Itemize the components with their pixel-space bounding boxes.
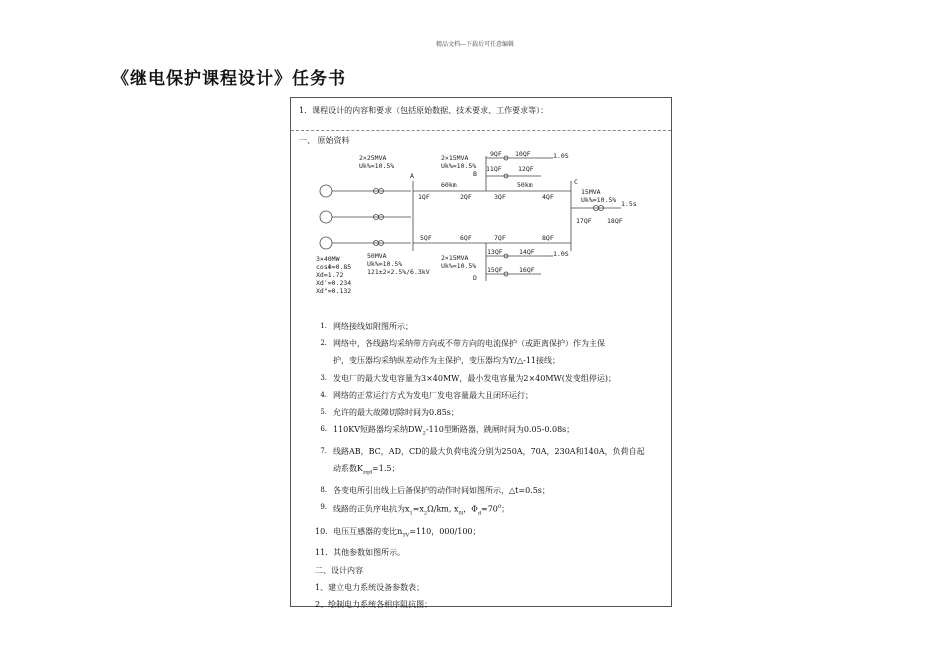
svg-text:14QF: 14QF [519,248,535,256]
svg-text:Xd=1.72: Xd=1.72 [316,271,344,279]
svg-text:Uk%=10.5%: Uk%=10.5% [367,260,403,268]
svg-text:50MVA: 50MVA [367,252,387,260]
svg-text:2×25MVA: 2×25MVA [359,154,387,162]
svg-text:cosΦ=0.85: cosΦ=0.85 [316,263,352,271]
svg-text:5QF: 5QF [420,234,432,242]
svg-text:7QF: 7QF [494,234,506,242]
list-item: 10．电压互感器的变比$n_{TV}=110$，000/100； [315,526,481,539]
list-item: 1. 网络接线如附图所示； [320,322,413,331]
diagram-labels [316,150,637,295]
svg-text:121±2×2.5%/6.3kV: 121±2×2.5%/6.3kV [367,268,430,276]
svg-text:18QF: 18QF [607,217,623,225]
svg-text:1.0S: 1.0S [553,152,569,160]
svg-text:10QF: 10QF [515,150,531,158]
svg-text:4QF: 4QF [542,193,554,201]
svg-text:17QF: 17QF [576,217,592,225]
section2-heading: 二、设计内容 [315,565,363,575]
list-item: 6. 110KV短路器均采纳$DW_2-110$型断路器，跳闸时间为0.05-0.08s； [320,425,575,437]
svg-text:2×15MVA: 2×15MVA [441,154,469,162]
svg-text:Xd"=0.132: Xd"=0.132 [316,287,352,295]
list-item: 5. 允许的最大故障切除时间为0.85s； [320,408,459,418]
svg-text:1.5s: 1.5s [621,200,637,208]
svg-text:Uk%=10.5%: Uk%=10.5% [359,162,395,170]
svg-text:11QF: 11QF [486,165,502,173]
svg-text:Uk%=10.5%: Uk%=10.5% [441,162,477,170]
list-item: 2、绘制电力系统各相序阻抗图； [315,600,433,610]
dashed-divider [291,130,671,131]
list-item: 7. 线路AB，BC，AD，CD的最大负荷电流分别为250A，70A，230A和140A，负荷自起 [320,447,645,457]
bus-d-label: D [473,274,477,282]
svg-text:Uk%=10.5%: Uk%=10.5% [581,196,617,204]
bus-c-label: C [574,178,578,186]
svg-text:2×15MVA: 2×15MVA [441,254,469,262]
network-diagram [291,146,671,316]
svg-text:2QF: 2QF [460,193,472,201]
svg-text:60km: 60km [441,181,457,189]
list-item: 动系数$K_{zqd}=1.5$； [333,464,400,476]
list-item: 8. 各变电所引出线上后备保护的动作时间如图所示，△t=0.5s； [320,486,550,496]
svg-text:6QF: 6QF [460,234,472,242]
header-note: 精品文档---下载后可任意编辑 [435,41,515,48]
svg-text:15MVA: 15MVA [581,188,601,196]
svg-text:8QF: 8QF [542,234,554,242]
list-item: 11．其他参数如图所示。 [315,548,406,558]
svg-text:3×40MW: 3×40MW [316,255,340,263]
list-item: 4. 网络的正常运行方式为发电厂发电容量最大且闭环运行； [320,390,533,400]
svg-text:50km: 50km [517,181,533,189]
document-title: 《继电保护课程设计》任务书 [112,69,346,89]
row1-heading: 1．课程设计的内容和要求（包括原始数据、技术要求、工作要求等）： [299,106,549,115]
bus-b-label: B [473,170,477,178]
svg-text:9QF: 9QF [490,150,502,158]
list-item: 1、建立电力系统设备参数表； [315,582,425,592]
section1-heading: 一、 原始资料 [299,136,350,145]
svg-text:15QF: 15QF [487,266,503,274]
list-item: 9. 线路的正负序电抗为$x_1=x_2\Omega/km$, $x_{0l}$，$\Phi_d=70^0$； [320,503,510,517]
list-item: 2. 网络中，各线路均采纳带方向或不带方向的电流保护（或距离保护）作为主保 [320,339,605,349]
list-item: 3. 发电厂的最大发电容量为3×40MW，最小发电容量为2×40MW(发变组停运)； [320,373,617,383]
task-frame [290,97,672,610]
list-item: 护，变压器均采纳纵差动作为主保护，变压器均为Y/△-11接线； [333,356,561,366]
svg-text:16QF: 16QF [519,266,535,274]
svg-text:Uk%=10.5%: Uk%=10.5% [441,262,477,270]
svg-text:12QF: 12QF [518,165,534,173]
svg-text:1QF: 1QF [418,193,430,201]
svg-text:1.0S: 1.0S [553,250,569,258]
requirements-list [301,318,645,613]
svg-text:3QF: 3QF [494,193,506,201]
svg-text:13QF: 13QF [487,248,503,256]
bus-a-label: A [410,172,414,180]
svg-text:Xd'=0.234: Xd'=0.234 [316,279,352,287]
